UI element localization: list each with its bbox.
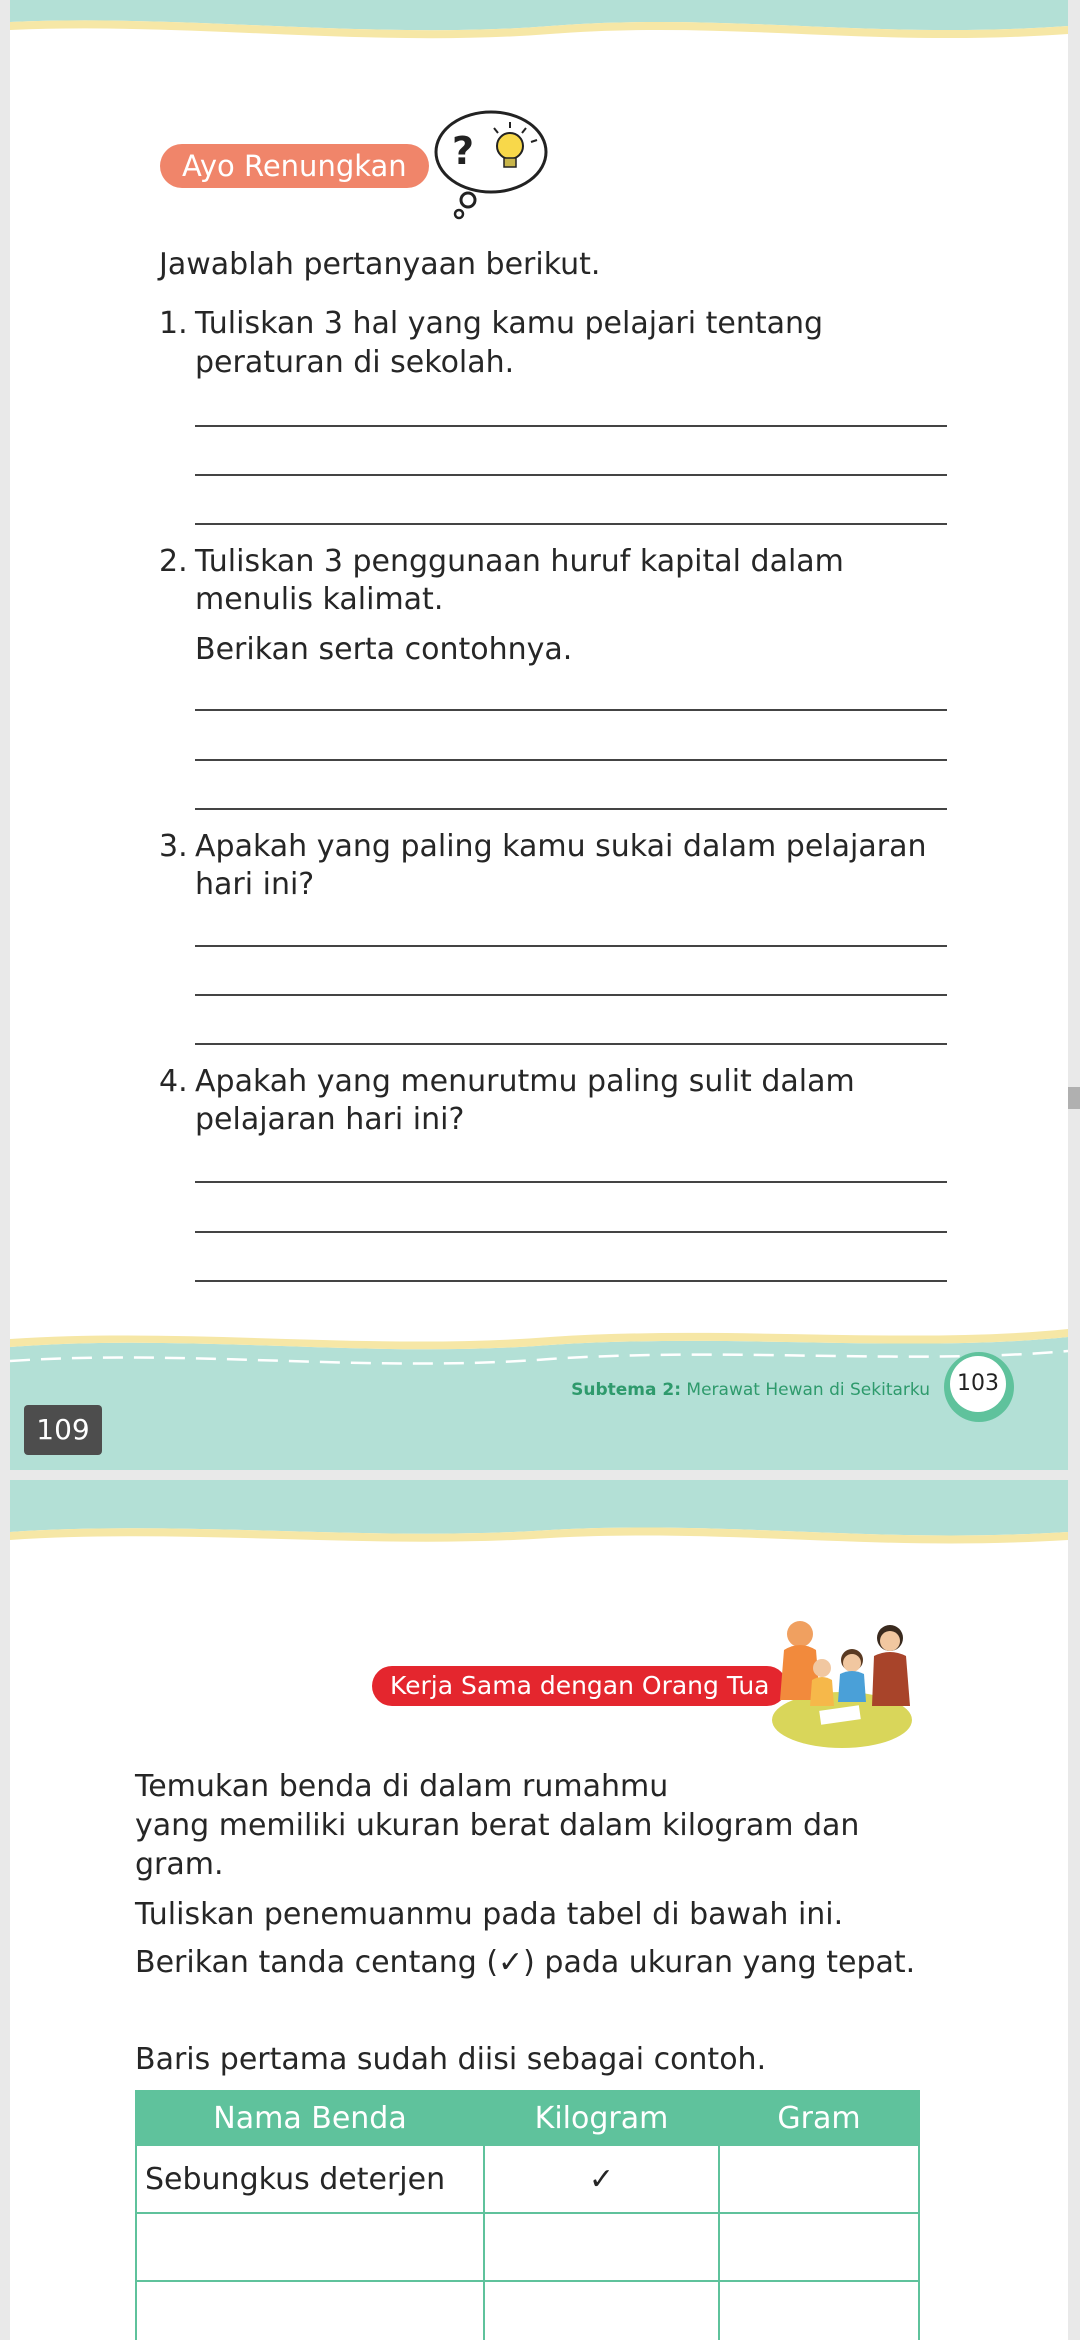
- answer-line[interactable]: [195, 425, 947, 427]
- question-2-line-2: menulis kalimat.: [195, 582, 444, 617]
- subtema-title: Merawat Hewan di Sekitarku: [686, 1380, 930, 1400]
- instruction-paragraph-line-2: yang memiliki ukuran berat dalam kilogram dan: [135, 1808, 860, 1843]
- lightbulb-question-bubble-icon: [430, 104, 560, 222]
- top-wave-banner: [10, 0, 1068, 45]
- answer-line[interactable]: [195, 1231, 947, 1233]
- family-illustration: [760, 1610, 925, 1755]
- answer-line[interactable]: [195, 1280, 947, 1282]
- question-4-number: 4.: [159, 1064, 188, 1099]
- subtema-label: Subtema 2:: [571, 1380, 682, 1400]
- column-header-kilogram: Kilogram: [484, 2091, 719, 2145]
- answer-line[interactable]: [195, 474, 947, 476]
- question-3-line-2: hari ini?: [195, 867, 315, 902]
- top-wave-banner: [10, 1480, 1068, 1555]
- table-header-row: [136, 2091, 919, 2145]
- table-row: [136, 2145, 919, 2213]
- answer-line[interactable]: [195, 759, 947, 761]
- question-2-number: 2.: [159, 544, 188, 579]
- answer-line[interactable]: [195, 945, 947, 947]
- answer-line[interactable]: [195, 1043, 947, 1045]
- answer-line[interactable]: [195, 1181, 947, 1183]
- table-row: [136, 2213, 919, 2281]
- cell-item-name[interactable]: [136, 2213, 484, 2281]
- cell-kilogram[interactable]: [484, 2213, 719, 2281]
- cell-item-name[interactable]: Sebungkus deterjen: [136, 2145, 484, 2213]
- svg-text:?: ?: [452, 129, 475, 173]
- instruction-example-row: Baris pertama sudah diisi sebagai contoh.: [135, 2042, 767, 2077]
- book-page-next: [10, 1480, 1068, 2340]
- instruction-paragraph-line-3: gram.: [135, 1847, 224, 1882]
- book-page-number-badge: [944, 1352, 1014, 1422]
- question-1-line-2: peraturan di sekolah.: [195, 345, 515, 380]
- section-badge-ayo-renungkan: Ayo Renungkan: [160, 144, 429, 188]
- cell-gram[interactable]: [719, 2281, 919, 2340]
- section-badge-kerja-sama: Kerja Sama dengan Orang Tua: [372, 1666, 787, 1706]
- column-header-gram: Gram: [719, 2091, 919, 2145]
- cell-item-name[interactable]: [136, 2281, 484, 2340]
- cell-kilogram[interactable]: ✓: [484, 2145, 719, 2213]
- question-2-extra: Berikan serta contohnya.: [195, 632, 573, 667]
- book-page-103: [10, 0, 1068, 1470]
- answer-line[interactable]: [195, 709, 947, 711]
- column-header-nama-benda: Nama Benda: [136, 2091, 484, 2145]
- question-1-number: 1.: [159, 306, 188, 341]
- question-3-line-1: Apakah yang paling kamu sukai dalam pelajaran: [195, 829, 927, 864]
- question-2-line-1: Tuliskan 3 penggunaan huruf kapital dalam: [195, 544, 844, 579]
- book-page-number: 103: [950, 1356, 1006, 1412]
- answer-line[interactable]: [195, 523, 947, 525]
- cell-kilogram[interactable]: [484, 2281, 719, 2340]
- footer-subtema: [571, 1380, 930, 1400]
- answer-line[interactable]: [195, 808, 947, 810]
- scrollbar-thumb[interactable]: [1068, 1087, 1080, 1109]
- cell-gram[interactable]: [719, 2213, 919, 2281]
- instruction-paragraph-line-1: Temukan benda di dalam rumahmu: [135, 1769, 669, 1804]
- question-4-line-1: Apakah yang menurutmu paling sulit dalam: [195, 1064, 855, 1099]
- question-3-number: 3.: [159, 829, 188, 864]
- answer-line[interactable]: [195, 994, 947, 996]
- weight-table: [135, 2090, 920, 2340]
- instruction-write-findings: Tuliskan penemuanmu pada tabel di bawah ini.: [135, 1897, 844, 1932]
- question-1-line-1: Tuliskan 3 hal yang kamu pelajari tentang: [195, 306, 824, 341]
- cell-gram[interactable]: [719, 2145, 919, 2213]
- table-row: [136, 2281, 919, 2340]
- viewer-page-indicator: 109: [24, 1405, 102, 1455]
- instruction-checkmark: Berikan tanda centang (✓) pada ukuran yang tepat.: [135, 1945, 916, 1980]
- instruction-text: Jawablah pertanyaan berikut.: [159, 247, 601, 282]
- question-4-line-2: pelajaran hari ini?: [195, 1102, 465, 1137]
